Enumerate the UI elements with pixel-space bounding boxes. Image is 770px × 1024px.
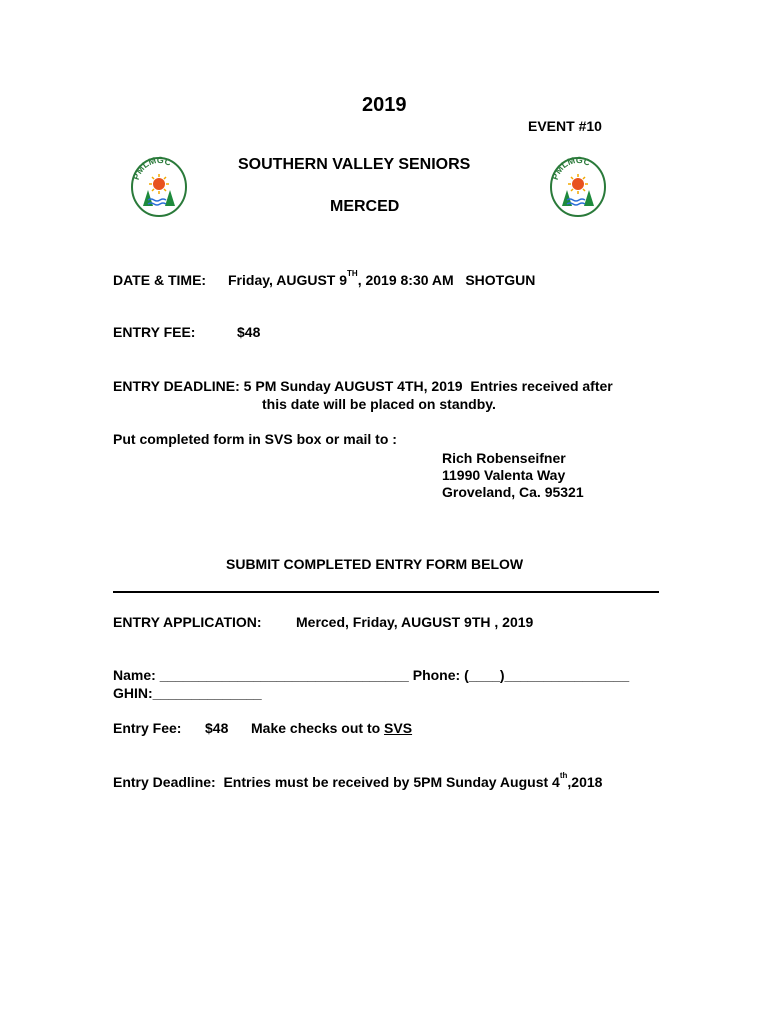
logo-text: PMLMGC [549,156,592,182]
event-location: MERCED [330,198,400,215]
entry-fee-value: $48 [205,720,229,736]
name-row [113,667,629,683]
section-divider [113,591,659,593]
pmlmgc-logo-right [549,156,607,218]
datetime-label: DATE & TIME: [113,272,207,288]
form-deadline-post: ,2018 [567,774,603,790]
application-label: ENTRY APPLICATION: [113,614,262,630]
address-line-3: Groveland, Ca. 95321 [442,484,584,500]
submit-heading: SUBMIT COMPLETED ENTRY FORM BELOW [226,556,524,572]
fee-label: ENTRY FEE: [113,324,196,340]
form-deadline-sup: th [559,771,568,780]
pmlmgc-logo-left [130,156,188,218]
ghin-field[interactable]: ______________ [152,685,262,701]
logo-text: PMLMGC [130,156,173,182]
phone-field[interactable]: (____)________________ [464,667,630,683]
datetime-post: , 2019 8:30 AM SHOTGUN [357,272,536,288]
datetime-value [228,269,536,288]
form-deadline-pre: Entry Deadline: Entries must be received by 5PM Sunday August 4 [113,774,560,790]
address-line-2: 11990 Valenta Way [442,467,566,483]
deadline-line-2: this date will be placed on standby. [262,396,496,412]
form-deadline [113,771,603,790]
ghin-row [113,685,262,701]
entry-fee-label: Entry Fee: [113,720,182,736]
mail-instruction: Put completed form in SVS box or mail to : [113,431,397,447]
application-value: Merced, Friday, AUGUST 9TH , 2019 [296,614,534,630]
address-line-1: Rich Robenseifner [442,450,566,466]
name-field[interactable]: ________________________________ [159,667,409,683]
name-label: Name: [113,667,156,683]
checks-pre: Make checks out to [251,720,385,736]
deadline-line-1: ENTRY DEADLINE: 5 PM Sunday AUGUST 4TH, 2019 Entries received after [113,378,613,394]
fee-value: $48 [237,324,261,340]
event-year: 2019 [362,94,407,116]
datetime-pre: Friday, AUGUST 9 [228,272,348,288]
event-title: SOUTHERN VALLEY SENIORS [238,156,471,173]
event-number: EVENT #10 [528,118,602,134]
checks-payee: SVS [384,720,413,736]
checks-note [251,720,412,736]
phone-label: Phone: [412,667,461,683]
datetime-sup: TH [347,269,358,278]
ghin-label: GHIN: [113,685,153,701]
